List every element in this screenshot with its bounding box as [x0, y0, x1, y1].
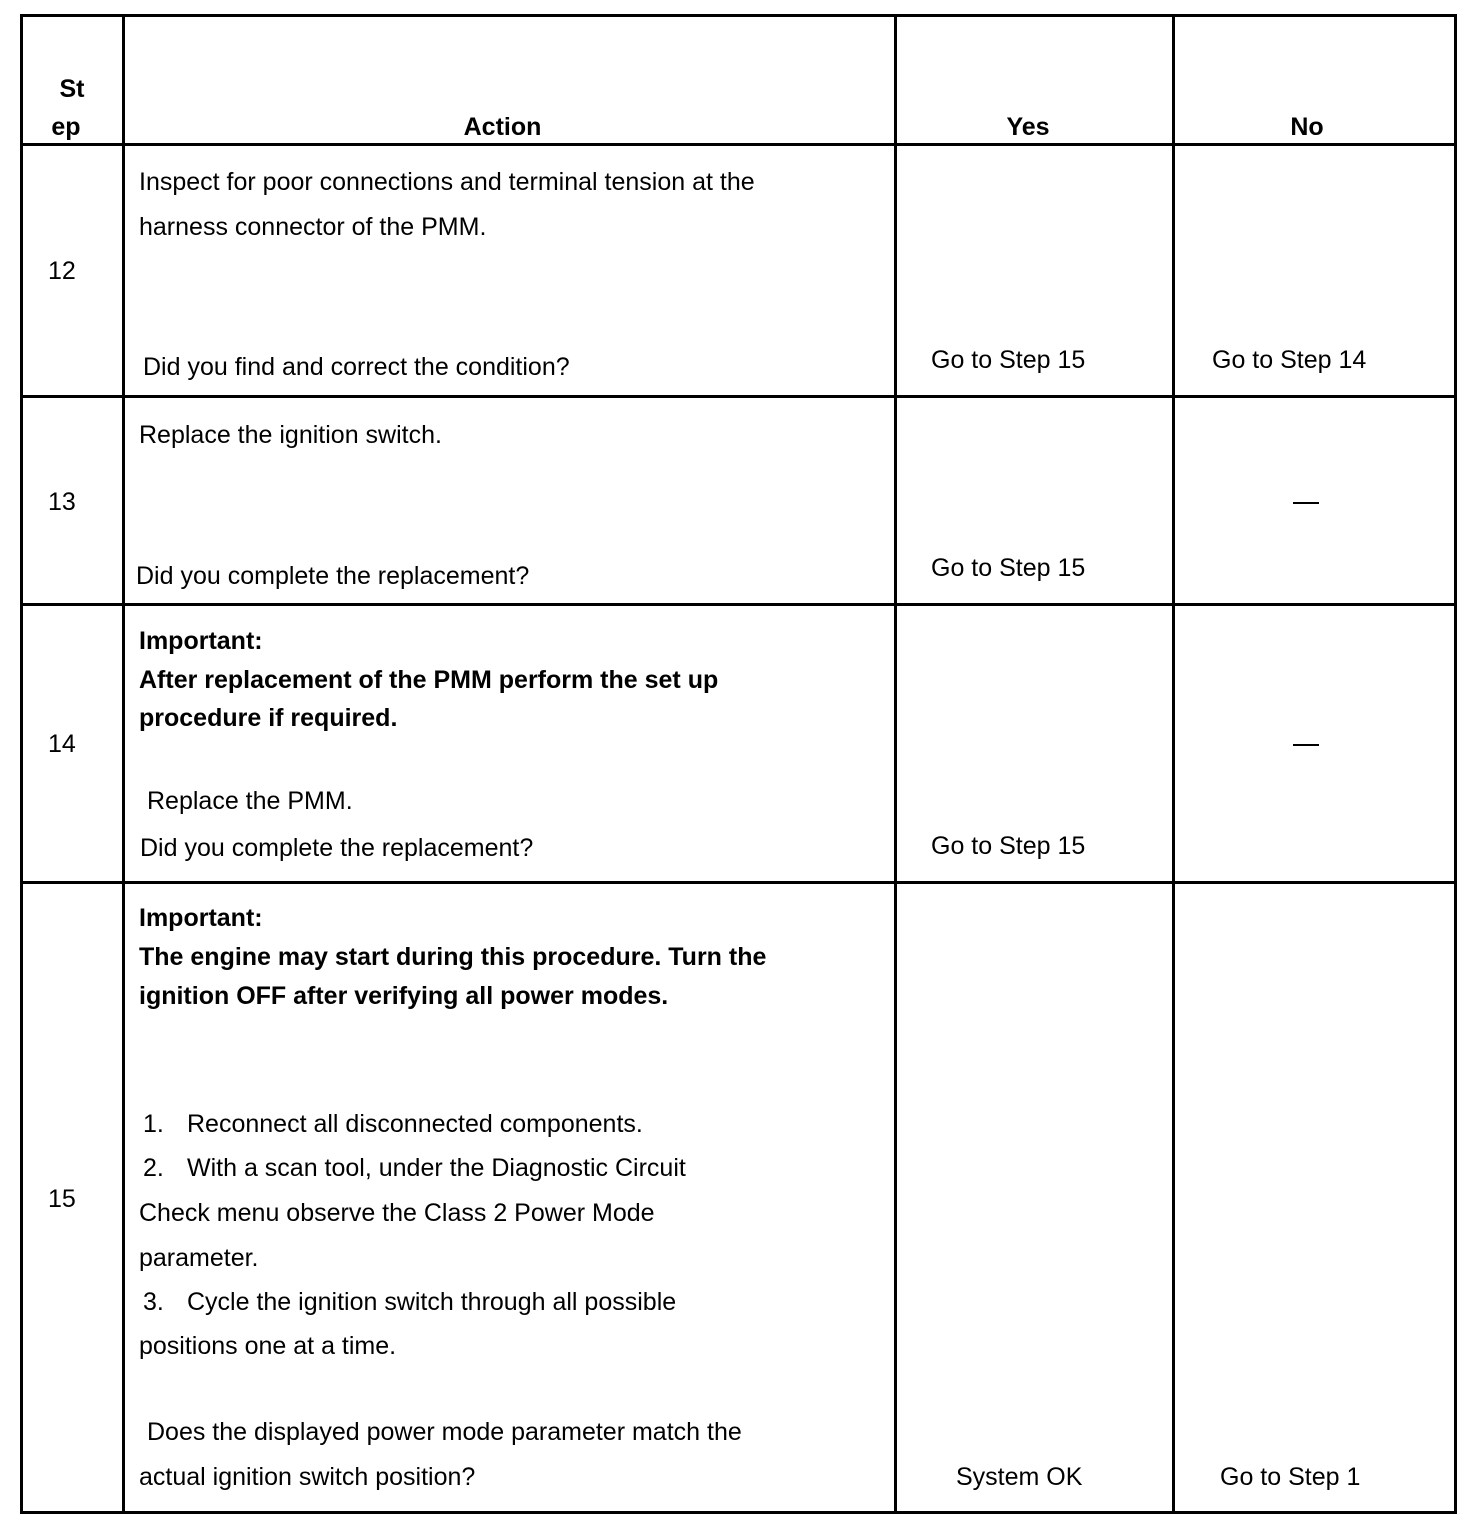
action-question: Does the displayed power mode parameter match the — [147, 1418, 742, 1446]
list-item-text: parameter. — [139, 1244, 259, 1272]
important-label: Important: — [139, 627, 263, 655]
table-border-bottom — [20, 1511, 1457, 1514]
action-question: Did you complete the replacement? — [136, 562, 530, 590]
table-divider-step — [122, 14, 125, 1514]
table-border-left — [20, 14, 23, 1514]
action-text: harness connector of the PMM. — [139, 213, 487, 241]
important-text: ignition OFF after verifying all power modes. — [139, 982, 669, 1010]
yes-result: System OK — [956, 1463, 1083, 1491]
list-number: 3. — [143, 1288, 164, 1316]
table-border-right — [1454, 14, 1457, 1514]
list-item-text: Reconnect all disconnected components. — [187, 1110, 643, 1138]
header-bottom-rule — [20, 143, 1457, 146]
action-question: Did you find and correct the condition? — [143, 353, 570, 381]
list-item-text: Check menu observe the Class 2 Power Mode — [139, 1199, 655, 1227]
header-step-line-1: St — [59, 75, 85, 103]
no-result-dash — [1293, 502, 1319, 504]
yes-result: Go to Step 15 — [931, 346, 1086, 374]
header-step-line-2: ep — [51, 113, 81, 141]
list-item-text: With a scan tool, under the Diagnostic Circuit — [187, 1154, 686, 1182]
row-12-bottom-rule — [20, 395, 1457, 398]
header-no: No — [1290, 113, 1324, 141]
table-divider-action — [894, 14, 897, 1514]
list-number: 1. — [143, 1110, 164, 1138]
important-text: procedure if required. — [139, 704, 398, 732]
important-label: Important: — [139, 904, 263, 932]
action-text: Replace the PMM. — [147, 787, 353, 815]
action-question: Did you complete the replacement? — [140, 834, 534, 862]
step-number: 12 — [48, 257, 76, 285]
yes-result: Go to Step 15 — [931, 554, 1086, 582]
action-text: Replace the ignition switch. — [139, 421, 442, 449]
row-14-bottom-rule — [20, 881, 1457, 884]
header-yes: Yes — [1006, 113, 1050, 141]
list-number: 2. — [143, 1154, 164, 1182]
header-action: Action — [463, 113, 542, 141]
list-item-text: Cycle the ignition switch through all possible — [187, 1288, 677, 1316]
action-text: Inspect for poor connections and terminal tension at the — [139, 168, 755, 196]
step-number: 13 — [48, 488, 76, 516]
table-divider-yes — [1172, 14, 1175, 1514]
row-13-bottom-rule — [20, 603, 1457, 606]
step-number: 15 — [48, 1185, 76, 1213]
table-border-top — [20, 14, 1457, 17]
important-text: The engine may start during this procedure. Turn the — [139, 943, 767, 971]
action-question: actual ignition switch position? — [139, 1463, 476, 1491]
important-text: After replacement of the PMM perform the set up — [139, 666, 719, 694]
list-item-text: positions one at a time. — [139, 1332, 397, 1360]
step-number: 14 — [48, 730, 76, 758]
yes-result: Go to Step 15 — [931, 832, 1086, 860]
no-result-dash — [1293, 744, 1319, 746]
no-result: Go to Step 14 — [1212, 346, 1367, 374]
no-result: Go to Step 1 — [1220, 1463, 1361, 1491]
